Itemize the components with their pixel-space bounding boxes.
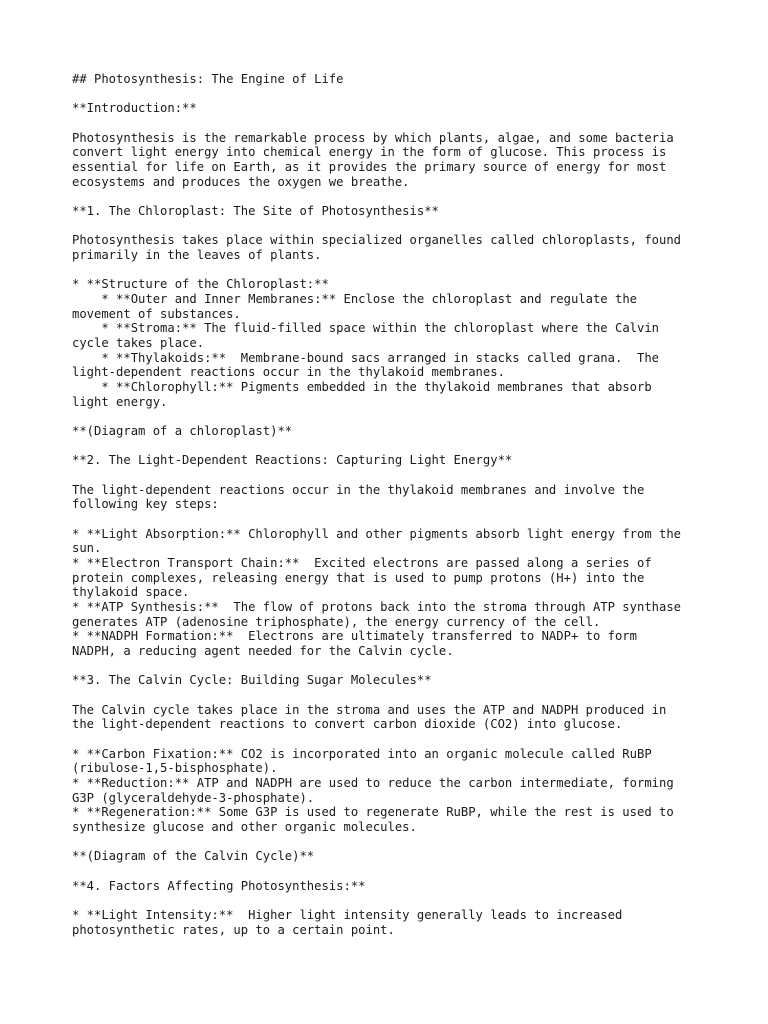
- document-text: [72, 72, 712, 937]
- text-line: movement of substances.: [72, 306, 241, 321]
- text-line: primarily in the leaves of plants.: [72, 248, 322, 262]
- text-line: cycle takes place.: [72, 336, 205, 351]
- text-line: **2. The Light-Dependent Reactions: Capturing Light Energy**: [72, 453, 513, 468]
- text-line: [72, 409, 712, 424]
- text-line: **(Diagram of a chloroplast)**: [72, 424, 293, 439]
- text-line: * **Outer and Inner Membranes:** Enclose the chloroplast and regulate the: [72, 292, 637, 306]
- text-line: [72, 732, 712, 747]
- text-line: The light-dependent reactions occur in the thylakoid membranes and involve the: [72, 482, 645, 497]
- text-line: convert light energy into chemical energy in the form of glucose. This process is: [72, 145, 667, 160]
- text-line: [72, 468, 712, 483]
- text-line: sun.: [72, 541, 102, 556]
- text-line: * **Carbon Fixation:** CO2 is incorporated into an organic molecule called RuBP: [72, 746, 652, 761]
- text-line: ## Photosynthesis: The Engine of Life: [72, 72, 344, 86]
- text-line: [72, 219, 712, 234]
- text-line: (ribulose-1,5-bisphosphate).: [72, 761, 278, 776]
- text-line: photosynthetic rates, up to a certain point.: [72, 922, 395, 937]
- text-line: [72, 189, 712, 204]
- text-line: Photosynthesis takes place within specialized organelles called chloroplasts, found: [72, 233, 682, 248]
- text-line: [72, 512, 712, 527]
- text-line: * **Stroma:** The fluid-filled space within the chloroplast where the Calvin: [72, 321, 660, 336]
- text-line: **4. Factors Affecting Photosynthesis:**: [72, 878, 366, 893]
- text-line: [72, 659, 712, 674]
- text-line: essential for life on Earth, as it provides the primary source of energy for most: [72, 160, 667, 174]
- text-line: light-dependent reactions occur in the thylakoid membranes.: [72, 365, 505, 380]
- text-line: * **Thylakoids:** Membrane-bound sacs arranged in stacks called grana. The: [72, 350, 660, 365]
- text-line: [72, 864, 712, 879]
- text-line: [72, 688, 712, 703]
- text-line: **(Diagram of the Calvin Cycle)**: [72, 849, 315, 864]
- text-line: light energy.: [72, 394, 168, 409]
- text-line: [72, 835, 712, 850]
- text-line: * **Chlorophyll:** Pigments embedded in the thylakoid membranes that absorb: [72, 380, 652, 395]
- text-line: [72, 116, 712, 131]
- text-line: **3. The Calvin Cycle: Building Sugar Molecules**: [72, 673, 432, 688]
- text-line: * **Regeneration:** Some G3P is used to regenerate RuBP, while the rest is used to: [72, 805, 674, 820]
- text-line: generates ATP (adenosine triphosphate), the energy currency of the cell.: [72, 614, 601, 629]
- text-line: **1. The Chloroplast: The Site of Photosynthesis**: [72, 204, 439, 218]
- text-line: * **Structure of the Chloroplast:**: [72, 277, 329, 292]
- text-line: the light-dependent reactions to convert carbon dioxide (CO2) into glucose.: [72, 717, 623, 732]
- text-line: NADPH, a reducing agent needed for the Calvin cycle.: [72, 644, 454, 659]
- text-line: ecosystems and produces the oxygen we breathe.: [72, 174, 410, 189]
- text-line: protein complexes, releasing energy that is used to pump protons (H+) into the: [72, 570, 645, 585]
- text-line: * **Light Absorption:** Chlorophyll and other pigments absorb light energy from the: [72, 526, 682, 541]
- text-line: **Introduction:**: [72, 101, 197, 116]
- text-line: [72, 263, 712, 278]
- text-line: following key steps:: [72, 497, 219, 512]
- text-line: * **Light Intensity:** Higher light intensity generally leads to increased: [72, 908, 623, 923]
- text-line: synthesize glucose and other organic molecules.: [72, 820, 417, 835]
- text-line: * **Electron Transport Chain:** Excited electrons are passed along a series of: [72, 556, 652, 571]
- text-line: [72, 893, 712, 908]
- text-line: [72, 439, 712, 454]
- text-line: * **NADPH Formation:** Electrons are ultimately transferred to NADP+ to form: [72, 629, 637, 644]
- text-line: * **Reduction:** ATP and NADPH are used to reduce the carbon intermediate, forming: [72, 776, 674, 791]
- text-line: thylakoid space.: [72, 585, 190, 600]
- text-line: The Calvin cycle takes place in the stroma and uses the ATP and NADPH produced in: [72, 702, 667, 717]
- text-line: [72, 87, 712, 102]
- text-line: Photosynthesis is the remarkable process by which plants, algae, and some bacteria: [72, 130, 674, 145]
- text-line: * **ATP Synthesis:** The flow of protons back into the stroma through ATP synthase: [72, 600, 682, 615]
- text-line: G3P (glyceraldehyde-3-phosphate).: [72, 790, 315, 805]
